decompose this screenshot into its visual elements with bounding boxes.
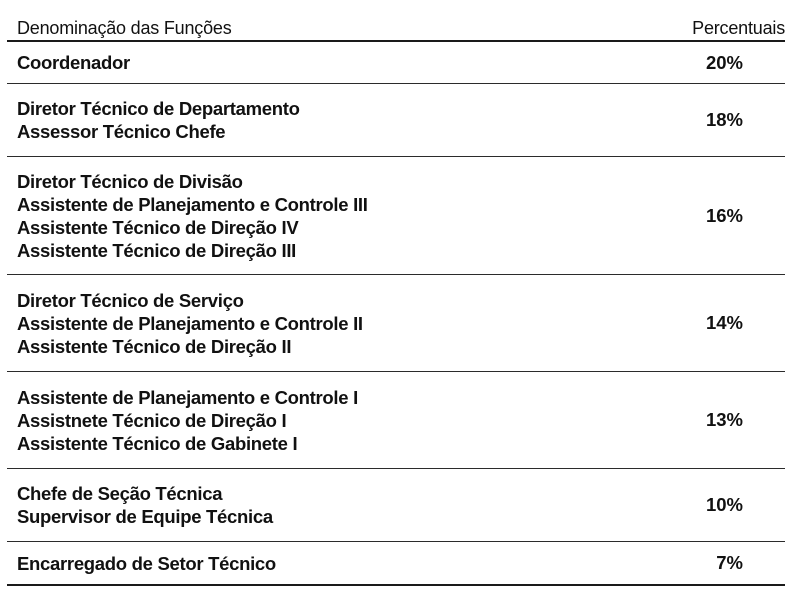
function-name: Assistente Técnico de Gabinete I bbox=[17, 432, 298, 454]
function-name: Encarregado de Setor Técnico bbox=[17, 552, 276, 574]
header-name-label: Denominação das Funções bbox=[17, 17, 232, 38]
function-name: Diretor Técnico de Serviço bbox=[17, 289, 244, 311]
function-names bbox=[7, 552, 655, 575]
function-names bbox=[7, 482, 655, 528]
function-names bbox=[7, 289, 655, 358]
function-name: Assistente de Planejamento e Controle II bbox=[17, 312, 363, 334]
function-name: Assistente de Planejamento e Controle I bbox=[17, 386, 358, 408]
table-row bbox=[7, 372, 785, 468]
percentage-value: 18% bbox=[705, 109, 743, 130]
function-name: Assistente Técnico de Direção III bbox=[17, 239, 297, 261]
function-name: Chefe de Seção Técnica bbox=[17, 483, 223, 504]
percentage-value: 13% bbox=[705, 409, 743, 430]
function-name: Diretor Técnico de Divisão bbox=[17, 170, 243, 192]
table-row bbox=[7, 84, 785, 156]
header-pct-label: Percentuais bbox=[692, 17, 785, 38]
function-names bbox=[7, 170, 655, 262]
function-names bbox=[7, 51, 655, 74]
function-name: Coordenador bbox=[17, 52, 130, 73]
table-header bbox=[7, 0, 785, 40]
functions-table bbox=[7, 0, 785, 586]
percentage-value: 16% bbox=[705, 204, 743, 226]
table-row bbox=[7, 42, 785, 83]
table-row bbox=[7, 275, 785, 371]
percentage-value: 20% bbox=[705, 51, 743, 73]
function-name: Assistente Técnico de Direção IV bbox=[17, 216, 299, 238]
table-row bbox=[7, 469, 785, 541]
percentage-value: 14% bbox=[705, 312, 743, 333]
function-name: Diretor Técnico de Departamento bbox=[17, 98, 300, 119]
function-name: Assistente de Planejamento e Controle III bbox=[17, 193, 368, 215]
function-names bbox=[7, 97, 655, 143]
function-name: Assistnete Técnico de Direção I bbox=[17, 409, 287, 431]
function-names bbox=[7, 386, 655, 455]
table-row bbox=[7, 157, 785, 274]
percentage-value: 7% bbox=[716, 552, 743, 573]
function-name: Assessor Técnico Chefe bbox=[17, 121, 226, 142]
percentage-value: 10% bbox=[705, 494, 743, 515]
table-row bbox=[7, 542, 785, 584]
table-bottom-rule bbox=[7, 584, 785, 586]
function-name: Supervisor de Equipe Técnica bbox=[17, 506, 273, 527]
function-name: Assistente Técnico de Direção II bbox=[17, 335, 292, 357]
